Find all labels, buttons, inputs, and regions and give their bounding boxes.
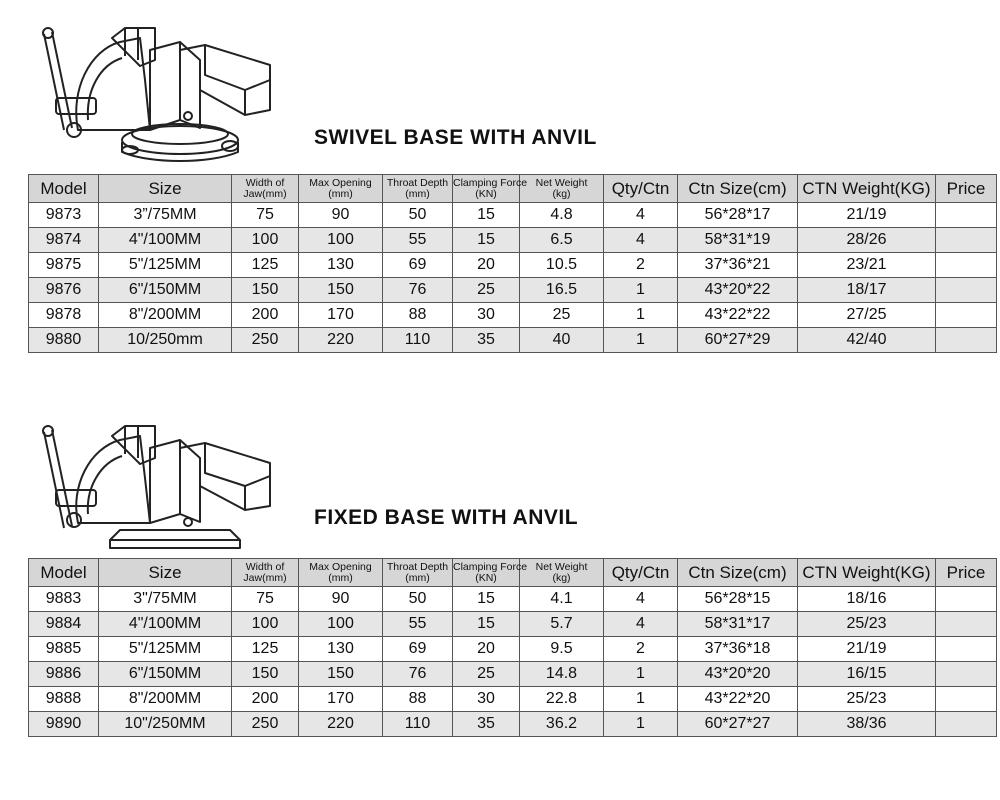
table-cell: 25 [520, 303, 604, 328]
table-cell [936, 303, 997, 328]
table-cell: 3”/75MM [99, 203, 232, 228]
table-cell: 10.5 [520, 253, 604, 278]
table-cell: 56*28*15 [678, 587, 798, 612]
table-cell: 1 [604, 712, 678, 737]
table-cell: 250 [232, 712, 299, 737]
table-cell: 220 [299, 712, 383, 737]
column-header-line: Max Opening [309, 176, 372, 189]
table-cell [936, 328, 997, 353]
column-header [232, 175, 299, 203]
column-header-line: Width of [245, 560, 285, 573]
table-cell: 36.2 [520, 712, 604, 737]
table-cell: 9.5 [520, 637, 604, 662]
table-cell: 42/40 [798, 328, 936, 353]
table-row [29, 328, 997, 353]
table-cell: 4"/100MM [99, 612, 232, 637]
table-cell: 90 [299, 587, 383, 612]
table-cell: 55 [383, 228, 453, 253]
table-header [29, 175, 997, 203]
table-cell: 9878 [29, 303, 99, 328]
table-cell: 4 [604, 203, 678, 228]
table-cell: 14.8 [520, 662, 604, 687]
fixed-base-spec-table [28, 558, 997, 737]
swivel-base-spec-table [28, 174, 997, 353]
table-cell: 56*28*17 [678, 203, 798, 228]
table-cell [936, 253, 997, 278]
table-cell: 130 [299, 637, 383, 662]
section-title: SWIVEL BASE WITH ANVIL [314, 126, 597, 149]
table-cell: 21/19 [798, 637, 936, 662]
table-cell: 1 [604, 278, 678, 303]
table-cell: 9888 [29, 687, 99, 712]
column-header-line: Net Weight [535, 176, 588, 189]
column-header-line: Jaw(mm) [243, 187, 287, 200]
table-cell: 76 [383, 278, 453, 303]
table-cell: 88 [383, 687, 453, 712]
table-row [29, 278, 997, 303]
table-cell: 110 [383, 328, 453, 353]
column-header-line: (mm) [405, 571, 430, 584]
table-cell: 60*27*27 [678, 712, 798, 737]
table-cell: 43*20*22 [678, 278, 798, 303]
table-cell: 23/21 [798, 253, 936, 278]
table-header [29, 559, 997, 587]
table-cell: 5"/125MM [99, 637, 232, 662]
table-cell: 15 [453, 612, 520, 637]
table-cell: 4"/100MM [99, 228, 232, 253]
column-header [299, 559, 383, 587]
column-header-line: (KN) [475, 571, 497, 584]
table-cell: 125 [232, 637, 299, 662]
table-cell: 20 [453, 253, 520, 278]
table-cell: 69 [383, 253, 453, 278]
column-header: Qty/Ctn [604, 559, 678, 587]
table-cell [936, 687, 997, 712]
table-cell: 5"/125MM [99, 253, 232, 278]
column-header [453, 559, 528, 587]
column-header: Ctn Size(cm) [678, 175, 798, 203]
table-cell: 100 [299, 228, 383, 253]
table-cell: 9873 [29, 203, 99, 228]
table-cell: 76 [383, 662, 453, 687]
column-header-line: (mm) [328, 571, 353, 584]
table-cell: 16/15 [798, 662, 936, 687]
column-header-line: (kg) [552, 571, 571, 584]
table-cell: 25 [453, 278, 520, 303]
table-cell: 28/26 [798, 228, 936, 253]
table-cell [936, 637, 997, 662]
column-header: Price [936, 175, 997, 203]
column-header: Model [29, 175, 99, 203]
table-cell: 35 [453, 328, 520, 353]
table-cell: 75 [232, 203, 299, 228]
table-cell: 25 [453, 662, 520, 687]
column-header-line: Throat Depth [386, 176, 449, 189]
table-cell: 25/23 [798, 687, 936, 712]
table-cell: 2 [604, 637, 678, 662]
table-cell [936, 662, 997, 687]
table-cell: 21/19 [798, 203, 936, 228]
table-cell: 110 [383, 712, 453, 737]
table-cell: 150 [299, 278, 383, 303]
table-cell: 1 [604, 662, 678, 687]
column-header-line: Clamping Force [453, 176, 528, 189]
column-header-line: Jaw(mm) [243, 571, 287, 584]
table-cell: 220 [299, 328, 383, 353]
table-cell: 6.5 [520, 228, 604, 253]
table-cell: 30 [453, 687, 520, 712]
table-row [29, 303, 997, 328]
table-cell: 30 [453, 303, 520, 328]
table-cell: 40 [520, 328, 604, 353]
column-header-line: (mm) [328, 187, 353, 200]
table-cell: 150 [232, 278, 299, 303]
column-header [453, 175, 528, 203]
column-header [383, 175, 453, 203]
table-cell: 50 [383, 587, 453, 612]
table-cell: 130 [299, 253, 383, 278]
table-row [29, 637, 997, 662]
table-cell: 10"/250MM [99, 712, 232, 737]
table-cell: 69 [383, 637, 453, 662]
table-cell: 90 [299, 203, 383, 228]
column-header-line: (mm) [405, 187, 430, 200]
table-cell: 250 [232, 328, 299, 353]
column-header-line: Max Opening [309, 560, 372, 573]
table-cell: 4 [604, 228, 678, 253]
table-cell: 4 [604, 612, 678, 637]
column-header: Size [99, 559, 232, 587]
column-header: CTN Weight(KG) [798, 559, 936, 587]
table-row [29, 587, 997, 612]
table-cell: 1 [604, 687, 678, 712]
table-cell: 9883 [29, 587, 99, 612]
column-header-line: Net Weight [535, 560, 588, 573]
table-cell: 18/16 [798, 587, 936, 612]
table-cell: 170 [299, 687, 383, 712]
table-cell: 16.5 [520, 278, 604, 303]
table-cell: 9880 [29, 328, 99, 353]
table-cell: 43*22*20 [678, 687, 798, 712]
table-cell: 9876 [29, 278, 99, 303]
column-header-line: Clamping Force [453, 560, 528, 573]
table-cell: 58*31*19 [678, 228, 798, 253]
column-header: Ctn Size(cm) [678, 559, 798, 587]
table-cell: 38/36 [798, 712, 936, 737]
table-cell: 9885 [29, 637, 99, 662]
table-cell: 18/17 [798, 278, 936, 303]
table-cell: 100 [232, 612, 299, 637]
table-cell [936, 612, 997, 637]
table-body [29, 587, 997, 737]
table-row [29, 228, 997, 253]
table-cell [936, 712, 997, 737]
table-cell: 27/25 [798, 303, 936, 328]
table-cell: 35 [453, 712, 520, 737]
table-cell: 9875 [29, 253, 99, 278]
table-cell: 55 [383, 612, 453, 637]
table-cell: 8"/200MM [99, 687, 232, 712]
table-cell: 2 [604, 253, 678, 278]
column-header-line: Width of [245, 176, 285, 189]
table-cell: 25/23 [798, 612, 936, 637]
table-cell: 37*36*18 [678, 637, 798, 662]
table-cell: 22.8 [520, 687, 604, 712]
table-cell: 75 [232, 587, 299, 612]
table-cell [936, 587, 997, 612]
column-header [520, 559, 604, 587]
section-title: FIXED BASE WITH ANVIL [314, 506, 579, 529]
table-cell: 9874 [29, 228, 99, 253]
table-cell: 60*27*29 [678, 328, 798, 353]
table-cell: 100 [299, 612, 383, 637]
column-header [299, 175, 383, 203]
table-cell: 1 [604, 328, 678, 353]
table-cell: 150 [299, 662, 383, 687]
table-cell: 20 [453, 637, 520, 662]
table-cell: 4 [604, 587, 678, 612]
table-body [29, 203, 997, 353]
table-cell: 4.1 [520, 587, 604, 612]
table-row [29, 687, 997, 712]
table-cell: 15 [453, 203, 520, 228]
table-cell: 88 [383, 303, 453, 328]
column-header: Price [936, 559, 997, 587]
table-cell: 1 [604, 303, 678, 328]
table-cell: 170 [299, 303, 383, 328]
table-cell: 37*36*21 [678, 253, 798, 278]
column-header [232, 559, 299, 587]
table-cell: 200 [232, 687, 299, 712]
table-cell: 50 [383, 203, 453, 228]
table-cell [936, 203, 997, 228]
table-cell: 15 [453, 228, 520, 253]
table-cell: 150 [232, 662, 299, 687]
table-cell: 200 [232, 303, 299, 328]
table-cell: 125 [232, 253, 299, 278]
table-cell: 10/250mm [99, 328, 232, 353]
table-row [29, 203, 997, 228]
table-cell: 43*22*22 [678, 303, 798, 328]
table-cell: 9890 [29, 712, 99, 737]
table-cell [936, 278, 997, 303]
table-cell: 43*20*20 [678, 662, 798, 687]
column-header: Qty/Ctn [604, 175, 678, 203]
table-cell: 4.8 [520, 203, 604, 228]
table-cell: 3"/75MM [99, 587, 232, 612]
table-cell: 9886 [29, 662, 99, 687]
table-row [29, 612, 997, 637]
table-cell: 8"/200MM [99, 303, 232, 328]
swivel-bench-vise-icon [30, 20, 300, 160]
column-header [520, 175, 604, 203]
table-cell: 5.7 [520, 612, 604, 637]
column-header: Model [29, 559, 99, 587]
table-row [29, 712, 997, 737]
column-header: CTN Weight(KG) [798, 175, 936, 203]
column-header [383, 559, 453, 587]
table-cell: 6"/150MM [99, 662, 232, 687]
column-header: Size [99, 175, 232, 203]
table-cell [936, 228, 997, 253]
table-cell: 6"/150MM [99, 278, 232, 303]
table-cell: 9884 [29, 612, 99, 637]
table-cell: 58*31*17 [678, 612, 798, 637]
column-header-line: (KN) [475, 187, 497, 200]
table-row [29, 662, 997, 687]
table-cell: 100 [232, 228, 299, 253]
table-row [29, 253, 997, 278]
fixed-bench-vise-icon [30, 418, 300, 558]
column-header-line: (kg) [552, 187, 571, 200]
column-header-line: Throat Depth [386, 560, 449, 573]
table-cell: 15 [453, 587, 520, 612]
